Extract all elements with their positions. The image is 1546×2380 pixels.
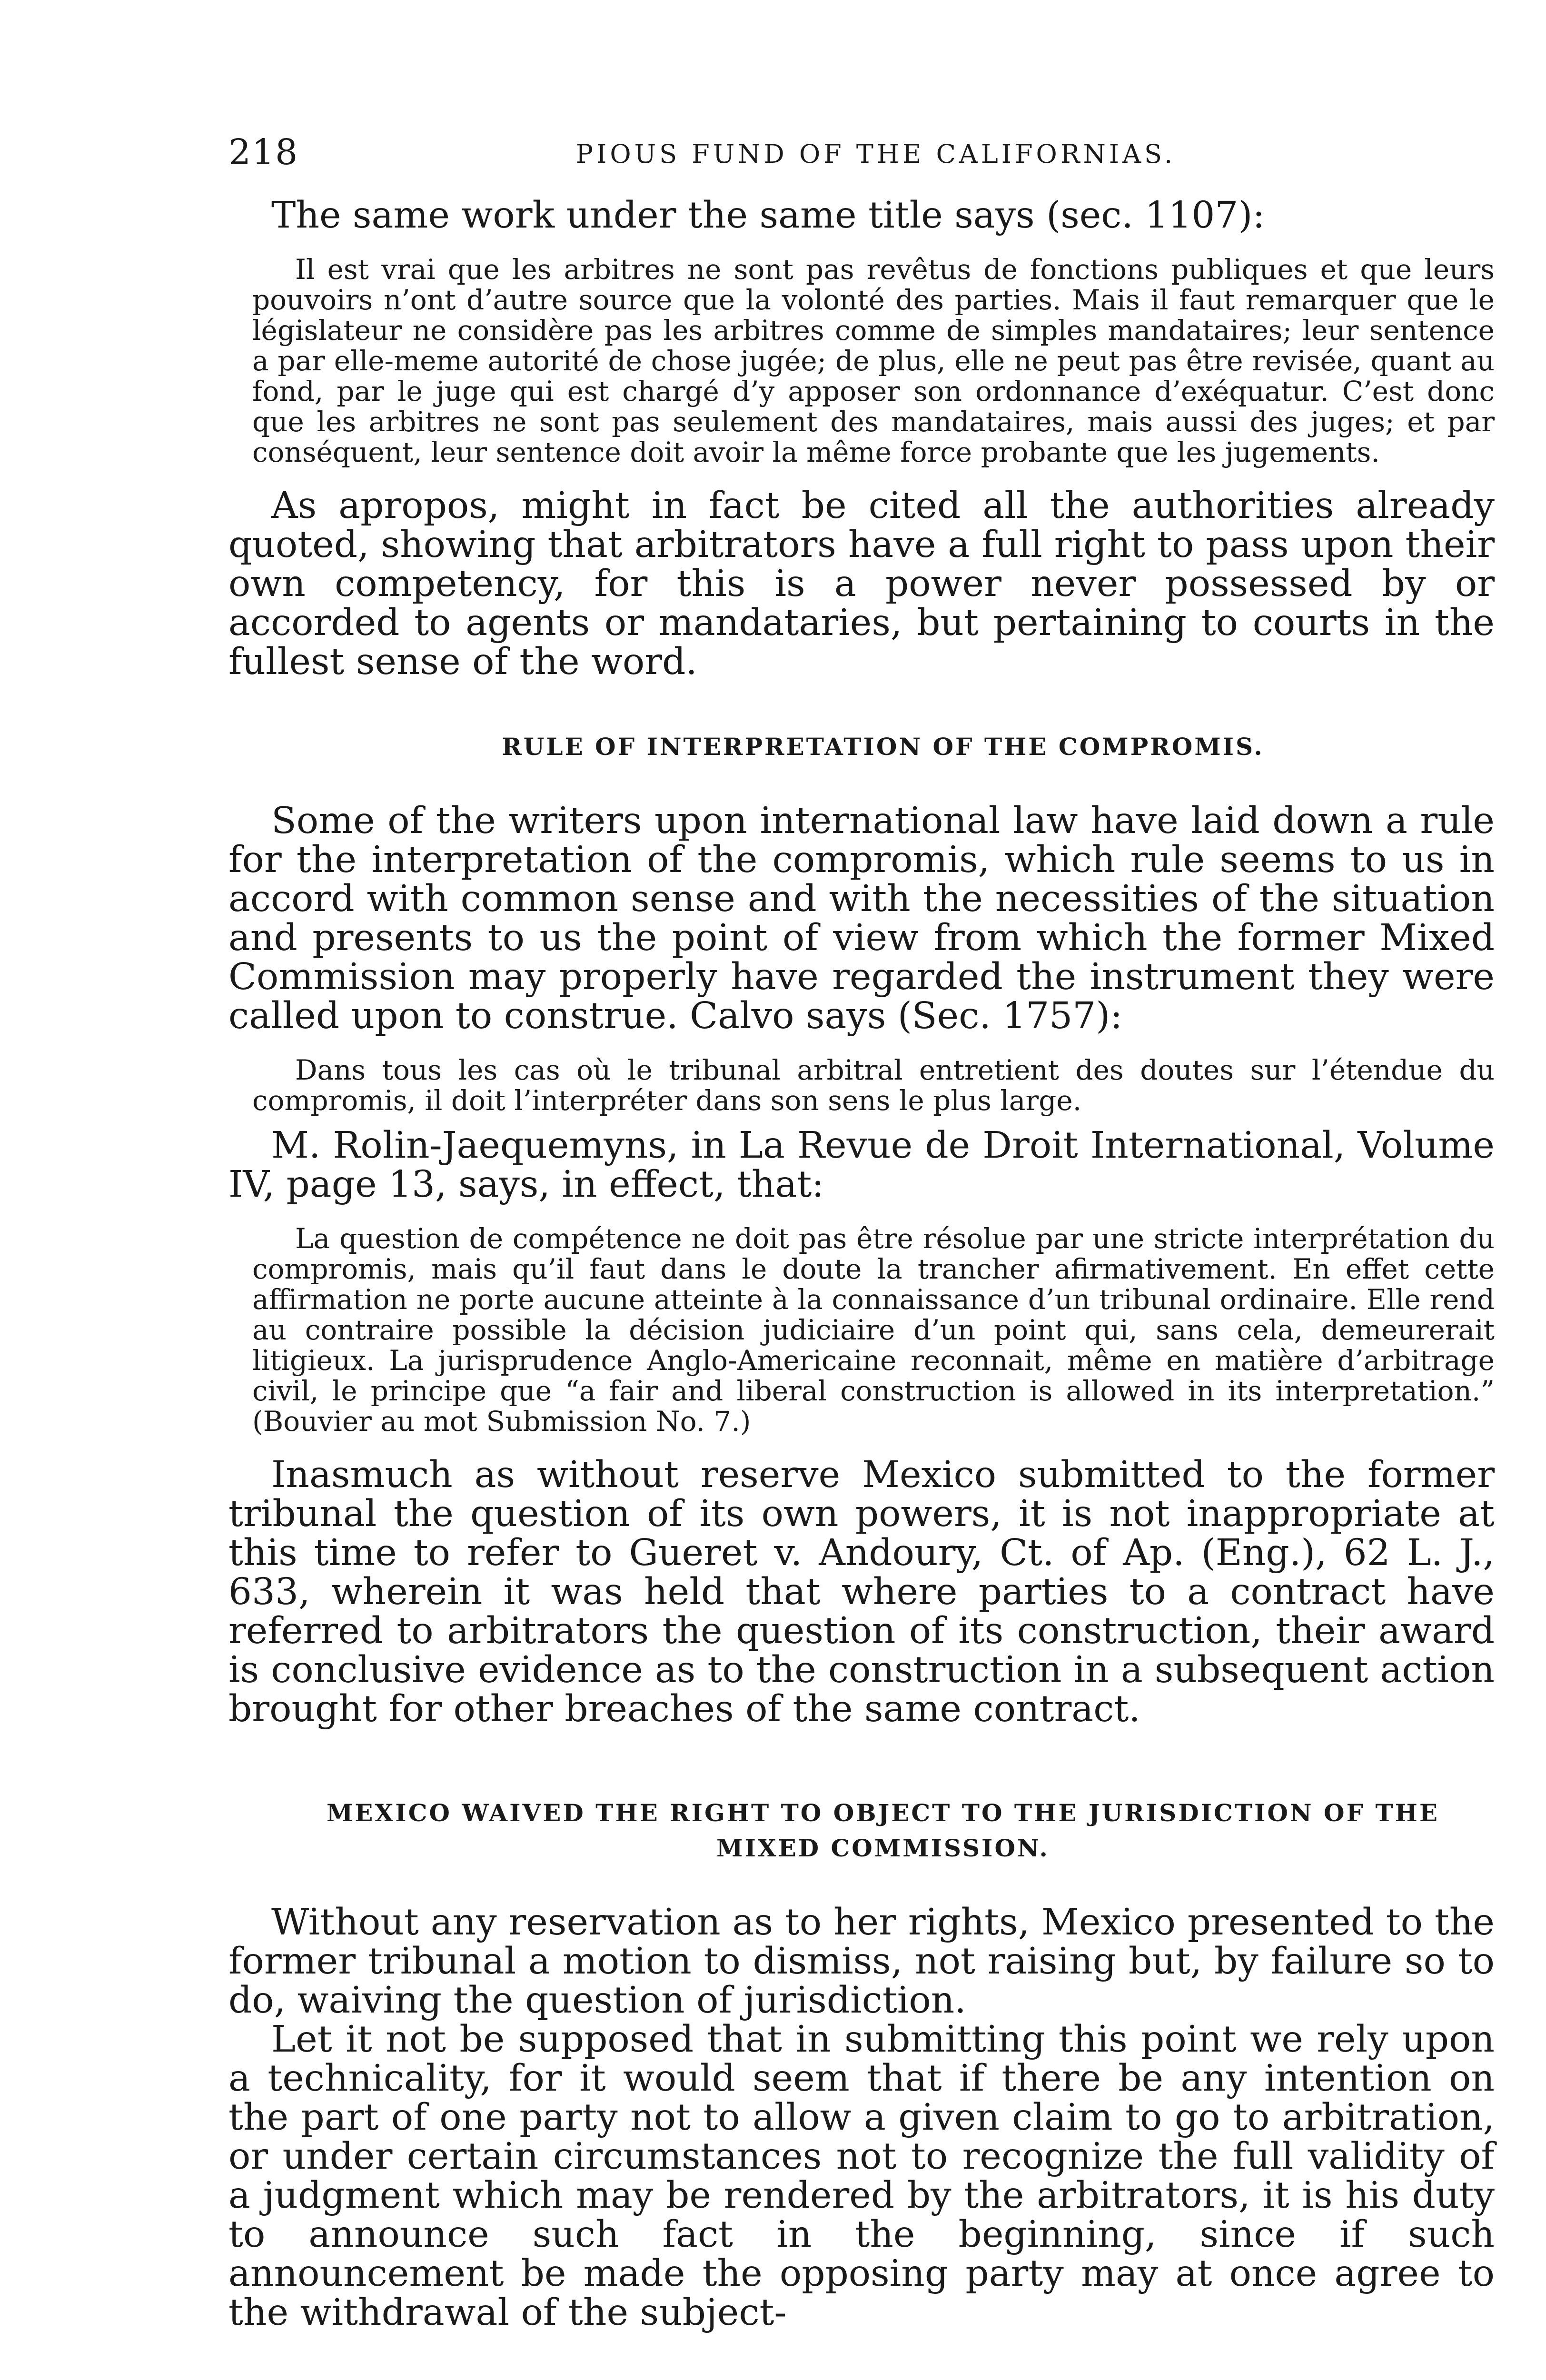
document-page	[228, 133, 1495, 2332]
quote-competence: La question de compétence ne doit pas être résolue par une stricte interprétation du compromis, mais qu’il faut dans le doute la trancher afirmativement. En effet cette affirmation ne porte aucune atteinte à la connaissance d’un tribunal ordinaire. Elle rend au contraire possible la décision judiciaire d’un point qui, sans cela, demeurerait litigieux. La jurisprudence Anglo-Americaine reconnait, même en matière d’arbitrage civil, le principe que “a fair and liberal construction is allowed in its interpretation.” (Bouvier au mot Submission No. 7.)	[252, 1222, 1495, 1438]
section-heading-interpretation: RULE OF INTERPRETATION OF THE COMPROMIS.	[502, 733, 1264, 761]
paragraph-rolin-jaequemyns: M. Rolin-Jaequemyns, in La Revue de Droit International, Volume IV, page 13, says, in effect, that:	[228, 1124, 1495, 1206]
paragraph-intro: The same work under the same title says (sec. 1107):	[271, 194, 1265, 237]
paragraph-apropos: As apropos, might in fact be cited all the authorities already quoted, showing that arbitrators have a full right to pass upon their own competency, for this is a power never possessed by or accorded to agents or mandataries, but pertaining to courts in the fullest sense of the word.	[228, 485, 1495, 683]
paragraph-technicality: Let it not be supposed that in submitting this point we rely upon a technicality, for it would seem that if there be any intention on the part of one party not to allow a given claim to go to arbitration, or under certain circumstances not to recognize the full validity of a judgment which may be rendered by the arbitrators, it is his duty to announce such fact in the beginning, since if such announcement be made the opposing party may at once agree to the withdrawal of the subject-	[228, 2018, 1495, 2334]
running-title: PIOUS FUND OF THE CALIFORNIAS.	[575, 139, 1176, 169]
quote-calvo: Dans tous les cas où le tribunal arbitral entretient des doutes sur l’étendue du compromis, il doit l’interpréter dans son sens le plus large.	[252, 1054, 1495, 1117]
quote-french-arbitres: Il est vrai que les arbitres ne sont pas revêtus de fonctions publiques et que leurs pouvoirs n’ont d’autre source que la volonté des parties. Mais il faut remarquer que le législateur ne considère pas les arbitres comme de simples mandataires; leur sentence a par elle-meme autorité de chose jugée; de plus, elle ne peut pas être revisée, quant au fond, par le juge qui est chargé d’y apposer son ordonnance d’exéquatur. C’est donc que les arbitres ne sont pas seulement des mandataires, mais aussi des juges; et par conséquent, leur sentence doit avoir la même force probante que les jugements.	[252, 253, 1495, 468]
section-heading-waiver: MEXICO WAIVED THE RIGHT TO OBJECT TO THE JURISDICTION OF THE MIXED COMMISSION.	[326, 1799, 1440, 1862]
paragraph-writers-rule: Some of the writers upon international law have laid down a rule for the interpretation of the compromis, which rule seems to us in accord with common sense and with the necessities of the situation and presents to us the point of view from which the former Mixed Commission may properly have regarded the instrument they were called upon to construe. Calvo says (Sec. 1757):	[228, 800, 1495, 1037]
paragraph-motion-dismiss: Without any reservation as to her rights, Mexico presented to the former tribunal a motion to dismiss, not raising but, by failure so to do, waiving the question of jurisdiction.	[228, 1901, 1495, 2022]
page-header	[228, 133, 1495, 186]
paragraph-gueret-andoury: Inasmuch as without reserve Mexico submitted to the former tribunal the question of its own powers, it is not inappropriate at this time to refer to Gueret v. Andoury, Ct. of Ap. (Eng.), 62 L. J., 633, wherein it was held that where parties to a contract have referred to arbitrators the question of its construction, their award is conclusive evidence as to the construction in a subsequent action brought for other breaches of the same contract.	[228, 1454, 1495, 1730]
page-number: 218	[228, 132, 299, 173]
